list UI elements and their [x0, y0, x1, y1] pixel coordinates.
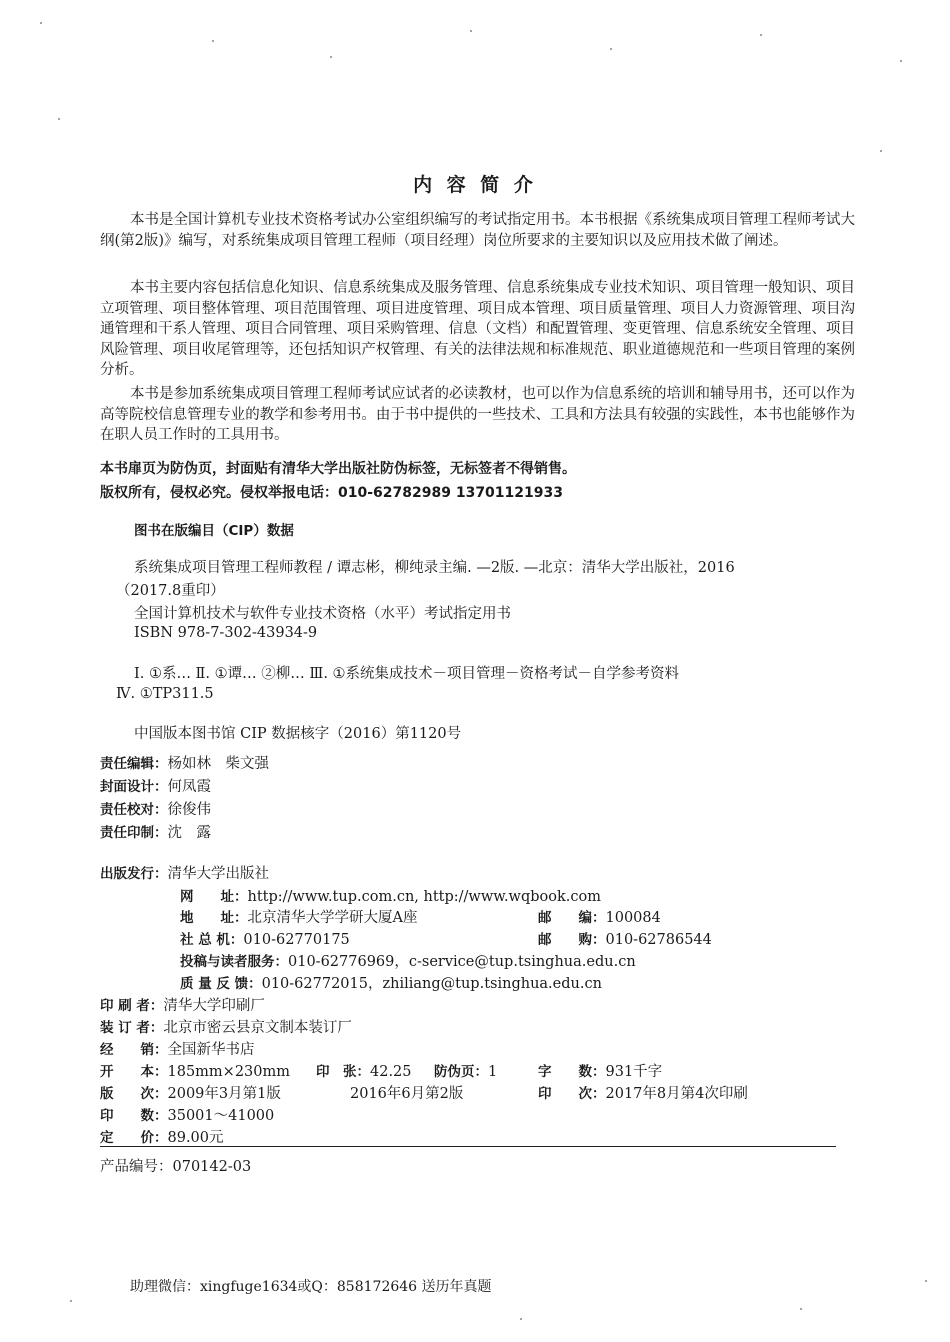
price-row — [100, 1126, 224, 1147]
staff-label: 责任印制： — [100, 825, 168, 841]
printing-value: 2017年8月第4次印刷 — [605, 1086, 748, 1102]
staff-row — [100, 752, 269, 773]
submission-row — [180, 950, 636, 971]
staff-label: 责任校对： — [100, 802, 168, 818]
submission-label: 投稿与读者服务： — [180, 954, 288, 970]
edition-second: 2016年6月第2版 — [350, 1086, 464, 1102]
seller-value: 全国新华书店 — [167, 1042, 255, 1058]
scan-speck — [470, 30, 472, 32]
words-row — [538, 1060, 662, 1081]
printing-label: 印 次： — [538, 1086, 606, 1102]
scan-speck — [760, 34, 762, 36]
product-code-row — [100, 1155, 251, 1176]
staff-value: 沈 露 — [167, 825, 211, 841]
feedback-row — [180, 972, 602, 993]
page-title: 内 容 简 介 — [413, 174, 537, 196]
edition-row — [100, 1082, 281, 1103]
sheets-label: 印 张： — [316, 1064, 370, 1080]
format-value: 185mm×230mm — [167, 1064, 290, 1080]
zip-value: 100084 — [605, 910, 661, 926]
scan-speck — [900, 60, 902, 62]
intro-paragraph-1: 本书是全国计算机专业技术资格考试办公室组织编写的考试指定用书。本书根据《系统集成项目管理工程师考试大纲(第2版)》编写，对系统集成项目管理工程师（项目经理）岗位所要求的主要知识以及应用技术做了阐述。 — [100, 212, 855, 249]
website-link[interactable]: http://www.tup.com.cn, http://www.wqbook.com — [247, 889, 601, 905]
price-label: 定 价： — [100, 1130, 168, 1146]
words-label: 字 数： — [538, 1064, 606, 1080]
cip-heading: 图书在版编目（CIP）数据 — [134, 523, 294, 539]
anti-counterfeit-notice: 本书扉页为防伪页，封面贴有清华大学出版社防伪标签，无标签者不得销售。 — [100, 461, 576, 477]
staff-value: 徐俊伟 — [167, 802, 211, 818]
address-row — [180, 906, 417, 927]
address-label: 地 址： — [180, 910, 248, 926]
sheets-value: 42.25 — [370, 1064, 412, 1080]
binder-value: 北京市密云县京文制本装订厂 — [163, 1020, 352, 1036]
submission-value: 010-62776969，c-service@tup.tsinghua.edu.cn — [288, 954, 636, 970]
cip-classification: Ⅰ. ①系… Ⅱ. ①谭… ②柳… Ⅲ. ①系统集成技术－项目管理－资格考试－自学参考资料 — [134, 666, 680, 682]
scan-speck — [925, 1280, 927, 1282]
copies-row — [100, 1104, 274, 1125]
scan-speck — [70, 1300, 72, 1302]
edition-label: 版 次： — [100, 1086, 168, 1102]
scan-speck — [520, 1318, 522, 1320]
format-label: 开 本： — [100, 1064, 168, 1080]
cip-class-number: Ⅳ. ①TP311.5 — [116, 686, 214, 702]
price-value: 89.00元 — [167, 1130, 224, 1146]
scan-speck — [212, 40, 214, 42]
antifake-row — [434, 1060, 497, 1080]
publisher-row — [100, 862, 269, 883]
feedback-label: 质 量 反 馈： — [180, 976, 262, 992]
printer-value: 清华大学印刷厂 — [163, 998, 265, 1014]
scan-speck — [880, 150, 882, 152]
website-label: 网 址： — [180, 889, 248, 905]
copies-label: 印 数： — [100, 1108, 168, 1124]
cip-line-3: 全国计算机技术与软件专业技术资格（水平）考试指定用书 — [134, 606, 511, 622]
scan-speck — [800, 1308, 802, 1310]
cip-isbn: ISBN 978-7-302-43934-9 — [134, 625, 318, 641]
intro-paragraph-3: 本书是参加系统集成项目管理工程师考试应试者的必读教材，也可以作为信息系统的培训和辅导用书，还可以作为高等院校信息管理专业的教学和参考用书。由于书中提供的一些技术、工具和方法具有较强的实践性，本书也能够作为在职人员工作时的工具用书。 — [100, 386, 855, 443]
staff-label: 责任编辑： — [100, 756, 168, 772]
scan-speck — [40, 22, 42, 24]
switchboard-row — [180, 928, 350, 948]
zip-label: 邮 编： — [538, 910, 606, 926]
printing-row — [538, 1082, 748, 1103]
printer-label: 印 刷 者： — [100, 998, 164, 1014]
cip-record: 中国版本图书馆 CIP 数据核字（2016）第1120号 — [134, 726, 462, 742]
website-row — [180, 885, 601, 905]
antifake-value: 1 — [488, 1064, 498, 1080]
switchboard-label: 社 总 机： — [180, 932, 244, 948]
copies-value: 35001～41000 — [167, 1108, 275, 1124]
printer-row — [100, 994, 265, 1015]
antifake-label: 防伪页： — [434, 1064, 488, 1080]
zip-row — [538, 906, 661, 926]
footer-note: 助理微信：xingfuge1634或Q：858172646 送历年真题 — [130, 1279, 492, 1295]
staff-value: 杨如林 柴文强 — [167, 756, 269, 772]
cip-line-2: （2017.8重印） — [116, 583, 225, 599]
staff-value: 何凤霞 — [167, 779, 211, 795]
binder-row — [100, 1016, 352, 1037]
intro-paragraph-2: 本书主要内容包括信息化知识、信息系统集成及服务管理、信息系统集成专业技术知识、项目管理一般知识、项目立项管理、项目整体管理、项目范围管理、项目进度管理、项目成本管理、项目质量管理、项目人力资源管理、项目沟通管理和干系人管理、项目合同管理、项目采购管理、信息（文档）和配置管理、变更管理、信息系统安全管理、项目风险管理、项目收尾管理等，还包括知识产权管理、有关的法律法规和标准规范、职业道德规范和一些项目管理的案例分析。 — [100, 280, 855, 378]
words-value: 931千字 — [605, 1064, 663, 1080]
mail-order-row — [538, 928, 712, 948]
scan-speck — [58, 118, 60, 120]
scan-speck — [610, 48, 612, 50]
staff-row — [100, 775, 211, 796]
cip-line-1: 系统集成项目管理工程师教程 / 谭志彬，柳纯录主编. —2版. —北京：清华大学出版社，2016 — [134, 560, 735, 576]
staff-row — [100, 798, 211, 819]
staff-label: 封面设计： — [100, 779, 168, 795]
edition-first: 2009年3月第1版 — [167, 1086, 281, 1102]
publisher-label: 出版发行： — [100, 866, 168, 882]
seller-label: 经 销： — [100, 1042, 168, 1058]
format-row — [100, 1060, 290, 1080]
switchboard-value: 010-62770175 — [243, 932, 350, 948]
binder-label: 装 订 者： — [100, 1020, 164, 1036]
mail-order-value: 010-62786544 — [605, 932, 712, 948]
divider-rule — [100, 1146, 836, 1147]
feedback-value: 010-62772015，zhiliang@tup.tsinghua.edu.cn — [261, 976, 602, 992]
seller-row — [100, 1038, 255, 1059]
mail-order-label: 邮 购： — [538, 932, 606, 948]
scan-speck — [330, 56, 332, 58]
product-code-label: 产品编号： — [100, 1159, 173, 1175]
sheets-row — [316, 1060, 412, 1080]
publisher-name: 清华大学出版社 — [167, 866, 269, 882]
product-code-value: 070142-03 — [172, 1159, 252, 1175]
copyright-notice: 版权所有，侵权必究。侵权举报电话：010-62782989 13701121933 — [100, 485, 563, 501]
address-value: 北京清华大学学研大厦A座 — [247, 910, 418, 926]
staff-row — [100, 821, 211, 842]
